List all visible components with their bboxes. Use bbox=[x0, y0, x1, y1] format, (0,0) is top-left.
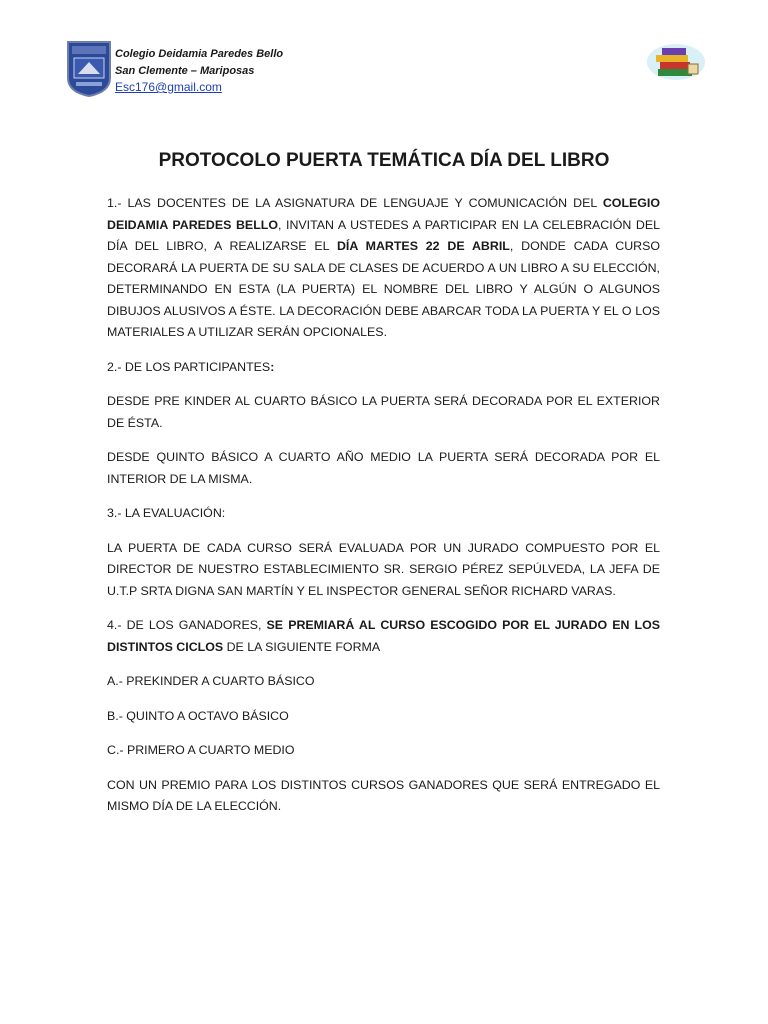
text-run: 1.- LAS DOCENTES DE LA ASIGNATURA DE LENGUAJE Y COMUNICACIÓN DEL bbox=[107, 196, 603, 210]
paragraph-closing: CON UN PREMIO PARA LOS DISTINTOS CURSOS GANADORES QUE SERÁ ENTREGADO EL MISMO DÍA DE LA ELECCIÓN. bbox=[107, 777, 660, 813]
school-location: San Clemente – Mariposas bbox=[115, 64, 255, 77]
paragraph-participants-2: DESDE QUINTO BÁSICO A CUARTO AÑO MEDIO LA PUERTA SERÁ DECORADA POR EL INTERIOR DE LA MISMA. bbox=[107, 450, 660, 486]
heading-evaluation: 3.- LA EVALUACIÓN: bbox=[107, 506, 226, 520]
paragraph-evaluation: LA PUERTA DE CADA CURSO SERÁ EVALUADA POR UN JURADO COMPUESTO POR EL DIRECTOR DE NUESTRO ESTABLECIMIENTO SR. SERGIO PÉREZ SEPÚLVEDA, LA JEFA DE U.T.P SRTA DIGNA SAN MARTÍN Y EL INSPECTOR GENERAL SEÑOR RICHARD VARAS. bbox=[107, 540, 660, 598]
books-clipart-icon bbox=[644, 40, 706, 82]
heading-participants bbox=[107, 357, 660, 379]
paragraph-winners bbox=[107, 615, 660, 658]
winners-bold: SE PREMIARÁ AL CURSO ESCOGIDO POR EL JURADO EN LOS DISTINTOS CICLOS bbox=[107, 618, 661, 654]
document-body bbox=[107, 193, 660, 831]
list-item: C.- PRIMERO A CUARTO MEDIO bbox=[107, 743, 295, 757]
letterhead bbox=[66, 40, 706, 104]
school-name-bold: COLEGIO DEIDAMIA PAREDES BELLO bbox=[107, 196, 660, 232]
text-run: , INVITAN A USTEDES A PARTICIPAR EN LA CELEBRACIÓN DEL DÍA DEL LIBRO, A REALIZARSE EL bbox=[107, 217, 660, 253]
event-date-bold: DÍA MARTES 22 DE ABRIL bbox=[336, 239, 510, 253]
text-run: , DONDE CADA CURSO DECORARÁ LA PUERTA DE SU SALA DE CLASES DE ACUERDO A UN LIBRO A SU ELECCIÓN, DETERMINANDO EN ESTA (LA PUERTA) EL NOMBRE DEL LIBRO Y ALGÚN O ALGUNOS DIBUJOS ALUSIVOS A ÉSTE. LA DECORACIÓN DEBE ABARCAR TODA LA PUERTA Y EL O LOS MATERIALES A UTILIZAR SERÁN OPCIONALES. bbox=[107, 239, 661, 339]
school-email-link[interactable]: Esc176@gmail.com bbox=[115, 80, 222, 94]
text-run: : bbox=[270, 359, 275, 374]
school-crest-icon bbox=[66, 40, 112, 98]
text-run: 4.- DE LOS GANADORES, bbox=[107, 618, 267, 632]
text-run: 2.- DE LOS PARTICIPANTES bbox=[107, 359, 271, 374]
paragraph-invitation bbox=[107, 193, 660, 344]
text-run: DE LA SIGUIENTE FORMA bbox=[223, 639, 381, 654]
document-title: PROTOCOLO PUERTA TEMÁTICA DÍA DEL LIBRO bbox=[158, 150, 610, 171]
school-info bbox=[115, 46, 283, 96]
paragraph-participants-1: DESDE PRE KINDER AL CUARTO BÁSICO LA PUERTA SERÁ DECORADA POR EL EXTERIOR DE ÉSTA. bbox=[107, 394, 660, 430]
list-item: A.- PREKINDER A CUARTO BÁSICO bbox=[107, 674, 315, 688]
school-name: Colegio Deidamia Paredes Bello bbox=[115, 48, 284, 60]
list-item: B.- QUINTO A OCTAVO BÁSICO bbox=[107, 708, 289, 723]
